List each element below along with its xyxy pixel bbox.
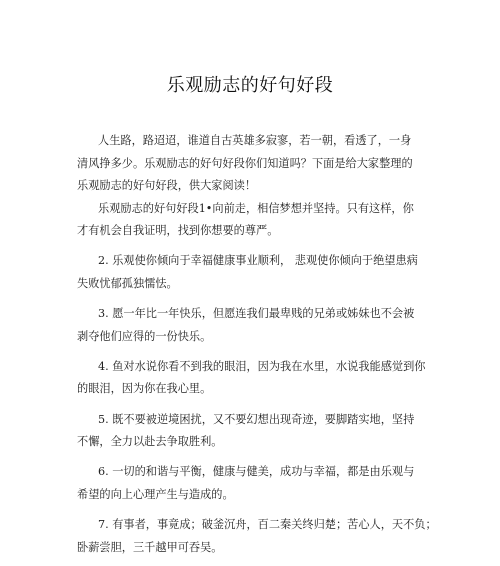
paragraph-line: 乐观励志的好句好段，供大家阅读！ [77, 179, 257, 193]
paragraph-item-1 [77, 198, 422, 243]
paragraph-item-6 [77, 461, 422, 506]
paragraph-line: 不懈，全力以赴去争取胜利。 [77, 435, 223, 449]
paragraph-line: 才有机会自我证明，找到你想要的尊严。 [77, 224, 279, 238]
paragraph-line: 清风挣多少。乐观励志的好句好段你们知道吗？下面是给大家整理的 [77, 156, 413, 170]
paragraph-line: 乐观励志的好句好段1•向前走，相信梦想并坚持。只有这样，你 [98, 201, 414, 215]
document-title: 乐观励志的好句好段 [166, 75, 334, 96]
paragraph-line: 人生路，路迢迢，谁道自古英雄多寂寥，若一朝，看透了，一身 [98, 134, 412, 147]
paragraph-item-3 [77, 303, 422, 348]
paragraph-line: 希望的向上心理产生与造成的。 [77, 487, 234, 501]
paragraph-line: 6. 一切的和谐与平衡，健康与健美，成功与幸福，都是由乐观与 [98, 465, 415, 479]
paragraph-line: 5. 既不要被逆境困扰，又不要幻想出现奇迹，要脚踏实地，坚持 [98, 412, 415, 426]
paragraph-line: 3. 愿一年比一年快乐，但愿连我们最卑贱的兄弟或姊妹也不会被 [98, 307, 415, 321]
paragraph-line: 剥夺他们应得的一份快乐。 [77, 329, 212, 343]
paragraph-intro [77, 130, 422, 198]
paragraph-item-2 [77, 250, 422, 295]
paragraph-line: 失败忧郁孤独懦怯。 [77, 277, 178, 291]
document-body [77, 130, 437, 559]
paragraph-item-4 [77, 356, 426, 401]
paragraph-line: 的眼泪，因为你在我心里。 [77, 382, 212, 396]
paragraph-line: 2. 乐观使你倾向于幸福健康事业顺利， 悲观使你倾向于绝望患病 [98, 254, 418, 268]
paragraph-item-7 [77, 514, 437, 559]
paragraph-line: 7. 有事者，事竟成；破釜沉舟，百二秦关终归楚；苦心人，天不负； [98, 517, 437, 531]
paragraph-line: 卧薪尝胆，三千越甲可吞吴。 [77, 540, 223, 554]
paragraph-item-5 [77, 409, 422, 454]
paragraph-line: 4. 鱼对水说你看不到我的眼泪，因为我在水里，水说我能感觉到你 [98, 359, 426, 373]
